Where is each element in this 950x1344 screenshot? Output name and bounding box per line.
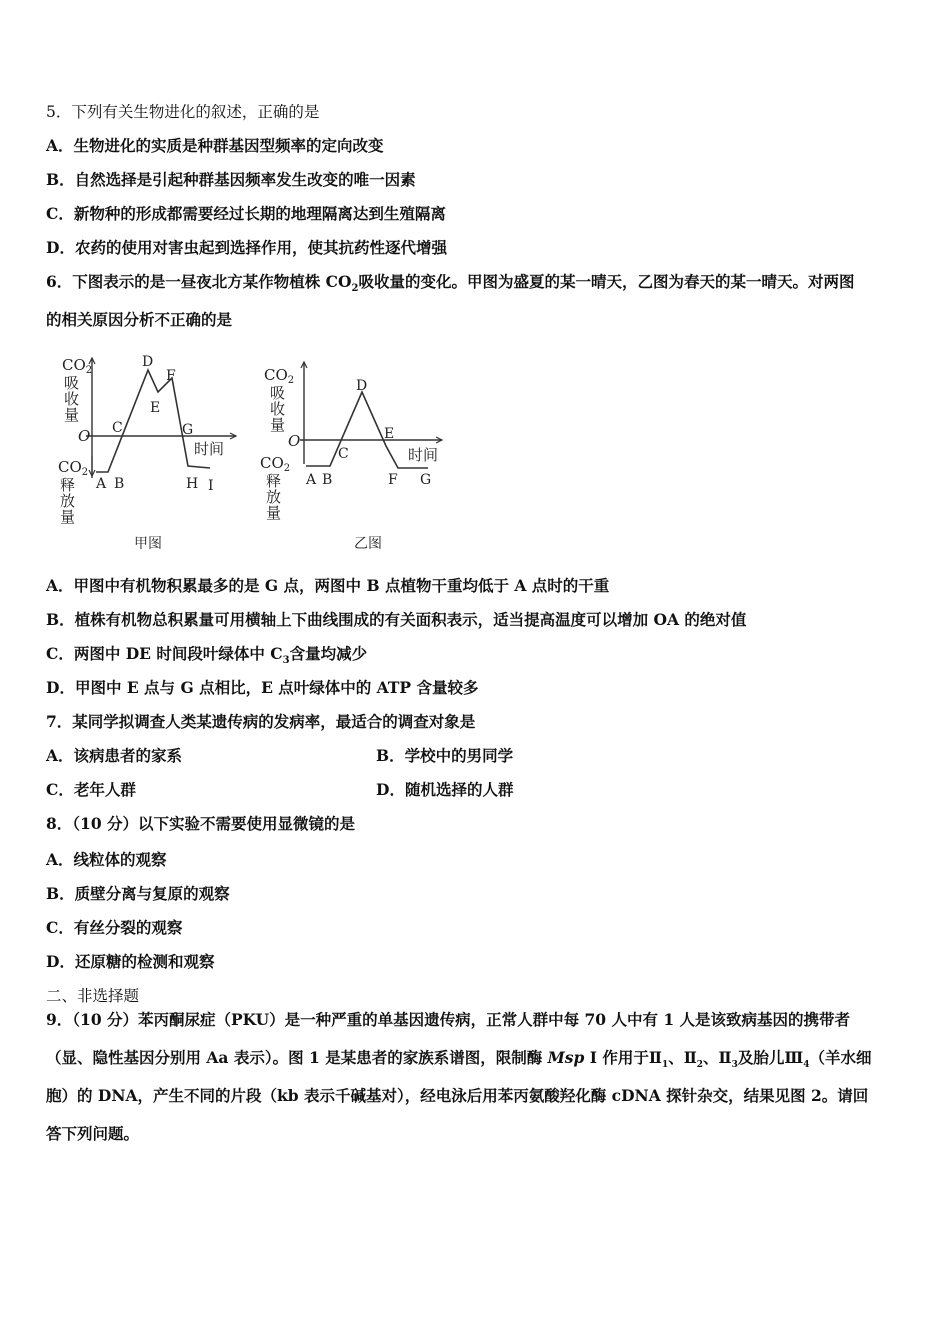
q6-option-c-sub: 3 bbox=[282, 655, 290, 667]
yi-point-e: E bbox=[384, 426, 395, 442]
q6-stem-part2: 吸收量的变化。甲图为盛夏的某一晴天，乙图为春天的某一晴天。对两图 bbox=[358, 272, 855, 291]
co2-charts bbox=[56, 348, 456, 558]
jia-point-i: I bbox=[208, 478, 214, 494]
q7-option-a[interactable]: A．该病患者的家系 bbox=[46, 746, 183, 765]
jia-co2-label-2: $CO_2$ bbox=[58, 458, 89, 478]
jia-absorb-1: 吸 bbox=[64, 374, 80, 392]
yi-absorb-2: 收 bbox=[270, 400, 286, 418]
yi-origin: O bbox=[288, 432, 301, 450]
q7-option-c[interactable]: C．老年人群 bbox=[46, 780, 136, 799]
jia-point-e: E bbox=[150, 400, 161, 416]
yi-point-d: D bbox=[356, 378, 368, 394]
jia-caption: 甲图 bbox=[134, 536, 162, 552]
q5-option-d[interactable]: D．农药的使用对害虫起到选择作用，使其抗药性逐代增强 bbox=[46, 238, 447, 257]
q5-option-b[interactable]: B．自然选择是引起种群基因频率发生改变的唯一因素 bbox=[46, 170, 416, 189]
yi-release-3: 量 bbox=[266, 504, 282, 522]
yi-absorb-3: 量 bbox=[270, 416, 286, 434]
yi-co2-label-2: $CO_2$ bbox=[260, 454, 291, 474]
jia-time-label: 时间 bbox=[194, 440, 225, 458]
yi-point-b: B bbox=[322, 472, 333, 488]
q5-option-c[interactable]: C．新物种的形成都需要经过长期的地理隔离达到生殖隔离 bbox=[46, 204, 446, 223]
q8-option-c[interactable]: C．有丝分裂的观察 bbox=[46, 918, 183, 937]
yi-caption: 乙图 bbox=[354, 536, 382, 552]
yi-point-c: C bbox=[338, 446, 349, 462]
jia-origin: O bbox=[78, 427, 91, 445]
q9-line4: 答下列问题。 bbox=[46, 1124, 140, 1143]
q5-stem: 5．下列有关生物进化的叙述，正确的是 bbox=[46, 103, 320, 121]
jia-co2-label: $CO_2$ bbox=[62, 356, 93, 376]
section-heading: 二、非选择题 bbox=[46, 987, 140, 1005]
q7-stem: 7．某同学拟调查人类某遗传病的发病率，最适合的调查对象是 bbox=[46, 712, 476, 731]
q6-option-c-part2: 含量均减少 bbox=[289, 644, 368, 663]
msp-enzyme-name: Msp bbox=[547, 1048, 585, 1067]
yi-release-1: 释 bbox=[266, 472, 282, 490]
yi-release-2: 放 bbox=[266, 488, 282, 506]
q8-option-d[interactable]: D．还原糖的检测和观察 bbox=[46, 952, 215, 971]
q6-stem-line2: 的相关原因分析不正确的是 bbox=[46, 310, 233, 329]
q9-line3: 胞）的 DNA，产生不同的片段（kb 表示千碱基对），经电泳后用苯丙氨酸羟化酶 cDNA 探针杂交，结果见图 2。请回 bbox=[46, 1086, 869, 1105]
yi-co2-label: $CO_2$ bbox=[264, 366, 295, 386]
yi-point-f: F bbox=[388, 472, 398, 488]
q6-stem bbox=[46, 272, 855, 299]
yi-point-g: G bbox=[420, 472, 432, 488]
q6-option-c-part1: C．两图中 DE 时间段叶绿体中 C bbox=[46, 644, 283, 663]
jia-point-d: D bbox=[142, 354, 154, 370]
q6-option-c[interactable] bbox=[46, 644, 367, 671]
q8-stem: 8．（10 分）以下实验不需要使用显微镜的是 bbox=[46, 814, 356, 833]
q6-figure bbox=[56, 348, 456, 562]
jia-absorb-2: 收 bbox=[64, 390, 80, 408]
jia-point-h: H bbox=[186, 476, 199, 492]
q5-option-a[interactable]: A．生物进化的实质是种群基因型频率的定向改变 bbox=[46, 136, 384, 155]
jia-point-f: F bbox=[166, 368, 176, 384]
jia-release-3: 量 bbox=[60, 508, 76, 526]
q6-option-a[interactable]: A．甲图中有机物积累最多的是 G 点，两图中 B 点植物干重均低于 A 点时的干重 bbox=[46, 576, 610, 595]
jia-point-g: G bbox=[182, 422, 194, 438]
q7-option-b[interactable]: B．学校中的男同学 bbox=[376, 746, 514, 765]
q6-stem-sub: 2 bbox=[351, 283, 359, 295]
q9-line2: （显、隐性基因分别用 Aa 表示）。图 1 是某患者的家族系谱图，限制酶 Msp I 作用于$Ⅱ_1$、$Ⅱ_2$、$Ⅱ_3$及胎儿$Ⅲ_4$（羊水细 bbox=[46, 1048, 872, 1071]
q9-line1: 9．（10 分）苯丙酮尿症（PKU）是一种严重的单基因遗传病，正常人群中每 70 人中有 1 人是该致病基因的携带者 bbox=[46, 1010, 851, 1029]
q7-option-d[interactable]: D．随机选择的人群 bbox=[376, 780, 514, 799]
jia-chart bbox=[58, 354, 236, 552]
yi-point-a: A bbox=[306, 472, 317, 488]
q6-option-b[interactable]: B．植株有机物总积累量可用横轴上下曲线围成的有关面积表示，适当提高温度可以增加 OA 的绝对值 bbox=[46, 610, 747, 629]
jia-point-b: B bbox=[114, 476, 125, 492]
jia-point-c: C bbox=[112, 420, 123, 436]
yi-time-label: 时间 bbox=[408, 446, 439, 464]
q8-option-a[interactable]: A．线粒体的观察 bbox=[46, 850, 167, 869]
jia-absorb-3: 量 bbox=[64, 406, 80, 424]
jia-release-1: 释 bbox=[60, 476, 76, 494]
yi-chart bbox=[260, 362, 442, 552]
q6-stem-part1: 6．下图表示的是一昼夜北方某作物植株 CO bbox=[46, 272, 352, 291]
jia-point-a: A bbox=[96, 476, 107, 492]
q6-option-d[interactable]: D．甲图中 E 点与 G 点相比，E 点叶绿体中的 ATP 含量较多 bbox=[46, 678, 479, 697]
jia-release-2: 放 bbox=[60, 492, 76, 510]
q8-option-b[interactable]: B．质壁分离与复原的观察 bbox=[46, 884, 230, 903]
yi-absorb-1: 吸 bbox=[270, 384, 286, 402]
